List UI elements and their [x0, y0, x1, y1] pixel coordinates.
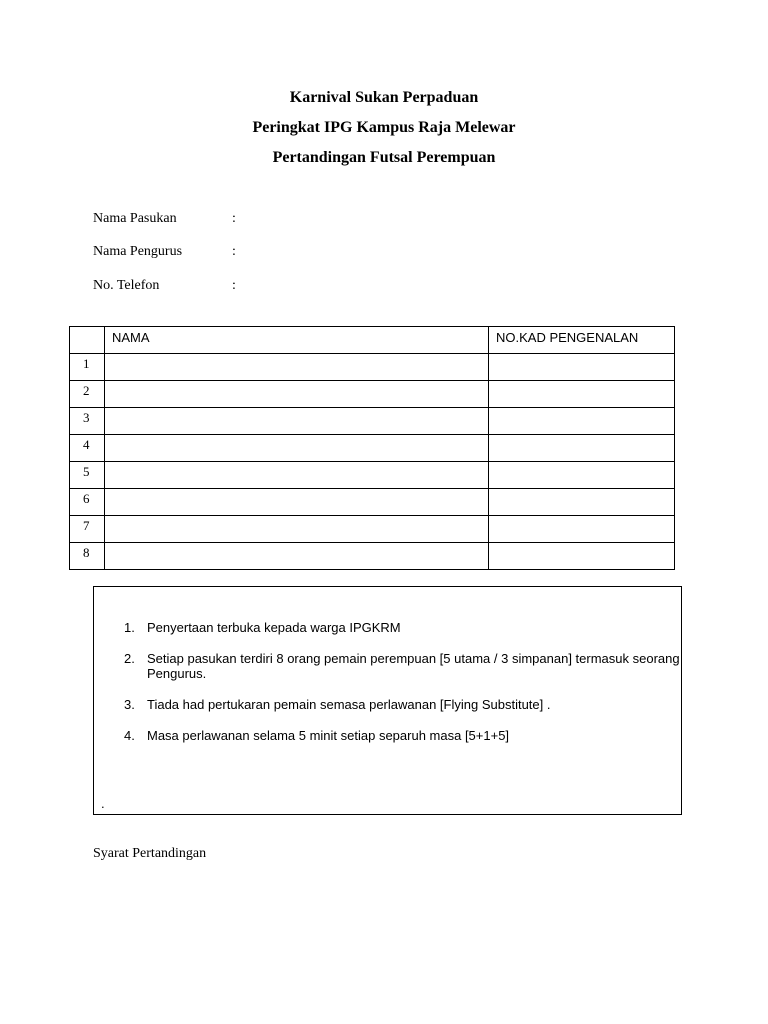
competition-terms-label: Syarat Pertandingan — [93, 846, 207, 861]
row-number: 4 — [70, 435, 105, 462]
rule-number: 1. — [124, 620, 135, 635]
table-row — [70, 381, 675, 408]
ic-cell[interactable] — [489, 435, 675, 462]
ic-cell[interactable] — [489, 354, 675, 381]
table-row — [70, 489, 675, 516]
row-number: 6 — [70, 489, 105, 516]
name-cell[interactable] — [105, 381, 489, 408]
rule-number: 3. — [124, 697, 135, 712]
ic-cell[interactable] — [489, 381, 675, 408]
participants-table — [69, 326, 675, 570]
table-row — [70, 462, 675, 489]
ic-cell[interactable] — [489, 543, 675, 570]
field-label: Nama Pengurus — [93, 244, 183, 259]
title-competition: Pertandingan Futsal Perempuan — [272, 149, 496, 166]
table-header-row — [70, 327, 675, 354]
header-name: NAMA — [105, 327, 489, 354]
ic-cell[interactable] — [489, 516, 675, 543]
ic-cell[interactable] — [489, 408, 675, 435]
table-row — [70, 543, 675, 570]
rules-box — [93, 586, 682, 815]
row-number: 2 — [70, 381, 105, 408]
row-number: 8 — [70, 543, 105, 570]
rules-box-dot: . — [101, 796, 105, 811]
header-num — [70, 327, 105, 354]
rule-item — [124, 728, 684, 743]
rule-number: 2. — [124, 651, 135, 666]
row-number: 1 — [70, 354, 105, 381]
name-cell[interactable] — [105, 354, 489, 381]
rule-text: Setiap pasukan terdiri 8 orang pemain perempuan [5 utama / 3 simpanan] termasuk seorang Pengurus. — [147, 651, 680, 681]
ic-cell[interactable] — [489, 489, 675, 516]
row-number: 7 — [70, 516, 105, 543]
rule-item — [124, 651, 684, 681]
rule-text: Penyertaan terbuka kepada warga IPGKRM — [147, 620, 401, 635]
name-cell[interactable] — [105, 462, 489, 489]
name-cell[interactable] — [105, 543, 489, 570]
name-cell[interactable] — [105, 408, 489, 435]
ic-cell[interactable] — [489, 462, 675, 489]
field-colon: : — [232, 278, 236, 293]
name-cell[interactable] — [105, 489, 489, 516]
field-colon: : — [232, 244, 236, 259]
table-row — [70, 435, 675, 462]
row-number: 5 — [70, 462, 105, 489]
table-row — [70, 408, 675, 435]
rule-text: Tiada had pertukaran pemain semasa perlawanan [Flying Substitute] . — [147, 697, 551, 712]
name-cell[interactable] — [105, 435, 489, 462]
rule-item — [124, 697, 684, 712]
rule-number: 4. — [124, 728, 135, 743]
table-row — [70, 516, 675, 543]
rules-list — [124, 620, 684, 759]
field-colon: : — [232, 211, 236, 226]
field-label: Nama Pasukan — [93, 211, 177, 226]
table-row — [70, 354, 675, 381]
title-level: Peringkat IPG Kampus Raja Melewar — [252, 119, 516, 136]
title-event: Karnival Sukan Perpaduan — [289, 89, 479, 106]
rule-item — [124, 620, 684, 635]
field-label: No. Telefon — [93, 278, 160, 293]
row-number: 3 — [70, 408, 105, 435]
name-cell[interactable] — [105, 516, 489, 543]
rule-text: Masa perlawanan selama 5 minit setiap separuh masa [5+1+5] — [147, 728, 510, 743]
header-ic: NO.KAD PENGENALAN — [489, 327, 675, 354]
